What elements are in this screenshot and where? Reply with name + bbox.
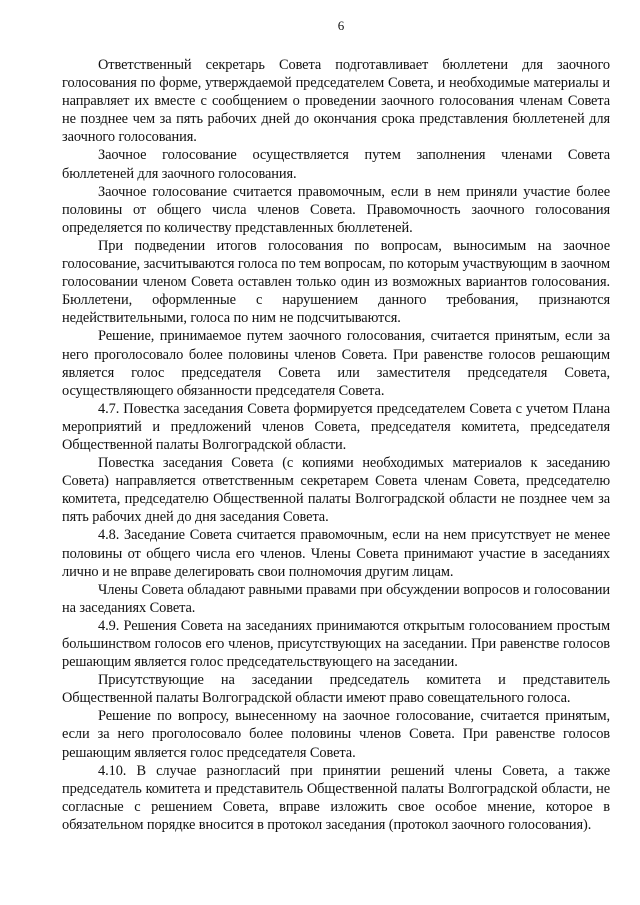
paragraph: Члены Совета обладают равными правами при обсуждении вопросов и голосовании на заседаниях Совета.	[62, 581, 610, 616]
paragraph: Ответственный секретарь Совета подготавливает бюллетени для заочного голосования по форме, утверждаемой председателем Совета, и необходимые материалы и направляет их вместе с сообщением о проведении заочного голосования членам Совета не позднее чем за пять рабочих дней до окончания срока представления бюллетеней для заочного голосования.	[62, 57, 610, 146]
paragraph: 4.10. В случае разногласий при принятии решений члены Совета, а также председатель комитета и представитель Общественной палаты Волгоградской области, не согласные с решением Совета, вправе изложить свое особое мнение, которое в обязательном порядке вносится в протокол заседания (протокол заочного голосования).	[62, 762, 610, 833]
paragraph: 4.8. Заседание Совета считается правомочным, если на нем присутствует не менее половины от общего числа его членов. Члены Совета принимают участие в заседаниях лично и не вправе делегировать свои полномочия другим лицам.	[62, 527, 610, 580]
paragraph: Присутствующие на заседании председатель комитета и представитель Общественной палаты Волгоградской области имеют право совещательного голоса.	[62, 672, 610, 707]
paragraph: Решение, принимаемое путем заочного голосования, считается принятым, если за него проголосовало более половины членов Совета. При равенстве голосов решающим является голос председателя Совета или заместителя председателя Совета, осуществляющего обязанности председателя Совета.	[62, 328, 610, 399]
page-number: 6	[337, 18, 345, 33]
paragraph: 4.7. Повестка заседания Совета формируется председателем Совета с учетом Плана мероприятий и предложений членов Совета, председателя комитета, председателя Общественной палаты Волгоградской области.	[62, 400, 610, 453]
paragraph: Заочное голосование осуществляется путем заполнения членами Совета бюллетеней для заочного голосования.	[62, 147, 610, 182]
paragraph: Повестка заседания Совета (с копиями необходимых материалов к заседанию Совета) направляется ответственным секретарем Совета членам Совета, председателю комитета, председателю Общественной палаты Волгоградской области не позднее чем за пять рабочих дней до дня заседания Совета.	[62, 455, 610, 526]
paragraph: При подведении итогов голосования по вопросам, выносимым на заочное голосование, засчитываются голоса по тем вопросам, по которым участвующим в заочном голосовании членом Совета оставлен только один из возможных вариантов голосования. Бюллетени, оформленные с нарушением данного требования, признаются недействительными, голоса по ним не подсчитываются.	[62, 237, 610, 327]
paragraph: Заочное голосование считается правомочным, если в нем приняли участие более половины от общего числа членов Совета. Правомочность заочного голосования определяется по количеству представленных бюллетеней.	[62, 183, 610, 236]
document-body	[62, 56, 610, 834]
paragraph: 4.9. Решения Совета на заседаниях принимаются открытым голосованием простым большинством голосов его членов, присутствующих на заседании. При равенстве голосов решающим является голос председательствующего на заседании.	[62, 617, 610, 671]
paragraph: Решение по вопросу, вынесенному на заочное голосование, считается принятым, если за него проголосовало более половины членов Совета. При равенстве голосов решающим является голос председателя Совета.	[62, 708, 610, 761]
